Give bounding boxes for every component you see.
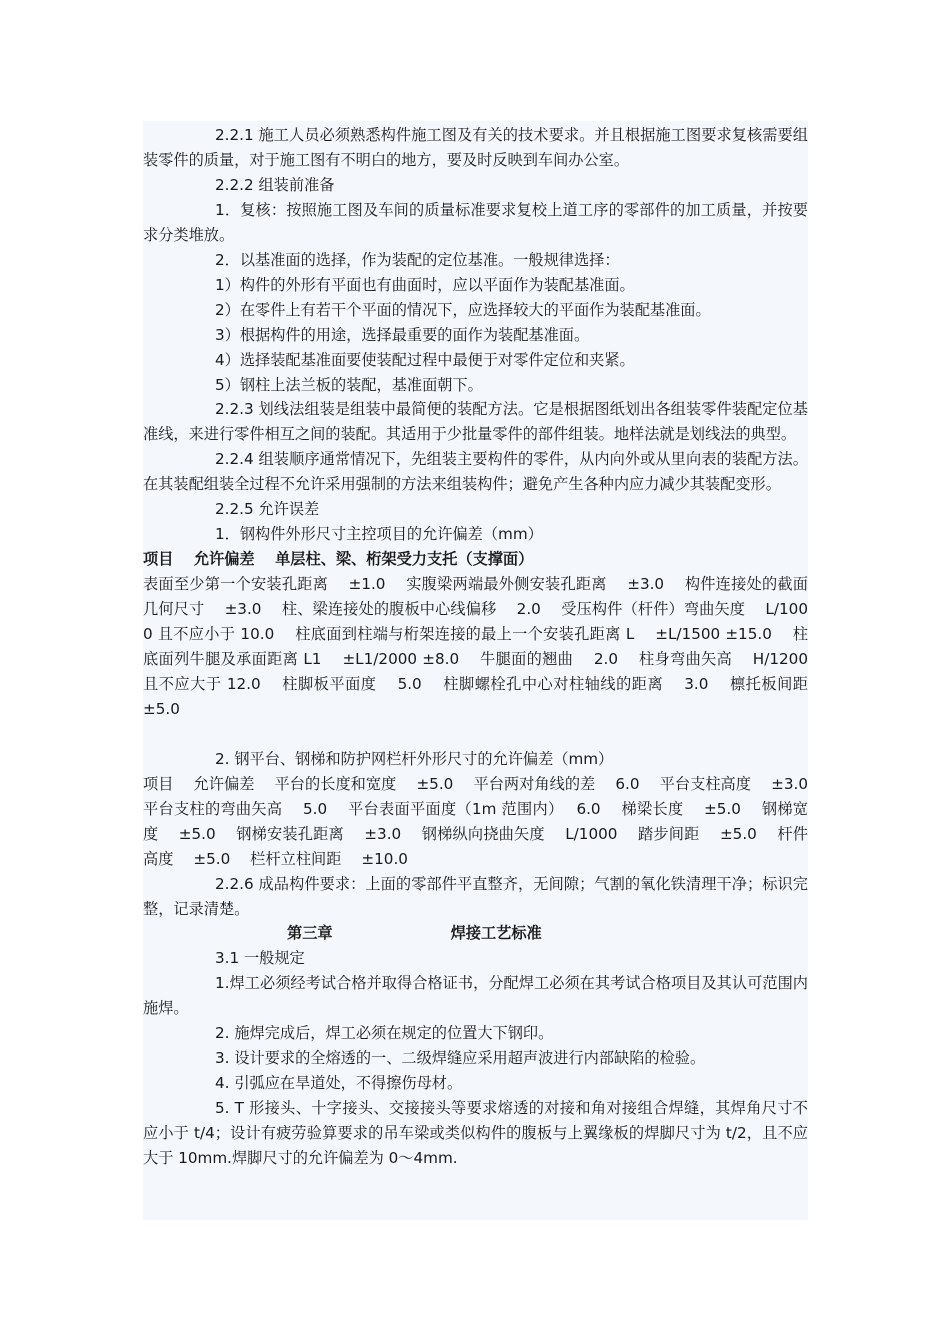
document-body (143, 121, 829, 1220)
tolerance-table-1-title: 1．钢构件外形尺寸主控项目的允许偏差（mm） (215, 525, 543, 544)
section-2-2-4: 2.2.4 组装顺序通常情况下，先组装主要构件的零件，从内向外或从里向表的装配方法。在其装配组装全过程不允许采用强制的方法来组装构件；避免产生各种内应力减少其装配变形。 (143, 450, 808, 494)
section-3-1-item-2: 2. 施焊完成后，焊工必须在规定的位置大下钢印。 (215, 1024, 554, 1043)
section-3-1-heading: 3.1 一般规定 (215, 949, 305, 968)
section-2-2-2-sub-3: 3）根据构件的用途，选择最重要的面作为装配基准面。 (215, 325, 590, 344)
section-2-2-2-sub-1: 1）构件的外形有平面也有曲面时，应以平面作为装配基准面。 (215, 275, 635, 294)
section-3-1-item-4: 4. 引弧应在旱道处，不得擦伤母材。 (215, 1074, 463, 1093)
chapter-3-name: 焊接工艺标准 (450, 924, 542, 943)
tolerance-table-2-body: 项目 允许偏差 平台的长度和宽度 ±5.0 平台两对角线的差 6.0 平台支柱高度 ±3.0 平台支柱的弯曲矢高 5.0 平台表面平面度（1m 范围内） 6.0 梯梁长度 ±5.0 钢梯宽度 ±5.0 钢梯安装孔距离 ±3.0 钢梯纵向挠曲矢度 L/1000 踏步间距 ±5.0 杆件高度 ±5.0 栏杆立柱间距 ±10.0 (143, 774, 829, 868)
section-3-1-item-1: 1.焊工必须经考试合格并取得合格证书，分配焊工必须在其考试合格项目及其认可范围内施焊。 (143, 974, 808, 1018)
chapter-3-label: 第三章 (287, 924, 333, 943)
section-3-1-item-3: 3. 设计要求的全熔透的一、二级焊缝应采用超声波进行内部缺陷的检验。 (215, 1049, 706, 1068)
section-2-2-2-sub-5: 5）钢柱上法兰板的装配，基准面朝下。 (215, 375, 483, 394)
section-2-2-1: 2.2.1 施工人员必须熟悉构件施工图及有关的技术要求。并且根据施工图要求复核需要组装零件的质量，对于施工图有不明白的地方，要及时反映到车间办公室。 (143, 126, 808, 169)
section-2-2-2-sub-4: 4）选择装配基准面要使装配过程中最便于对零件定位和夹紧。 (215, 350, 635, 369)
section-2-2-5-heading: 2.2.5 允许误差 (215, 500, 320, 519)
section-2-2-2-heading: 2.2.2 组装前准备 (215, 175, 335, 194)
section-2-2-2-item-2: 2．以基准面的选择，作为装配的定位基准。一般规律选择： (215, 250, 620, 269)
tolerance-table-1-body: 表面至少第一个安装孔距离 ±1.0 实腹梁两端最外侧安装孔距离 ±3.0 构件连接处的截面几何尺寸 ±3.0 柱、梁连接处的腹板中心线偏移 2.0 受压构件（杆件）弯曲矢度 L/1000 且不应小于 10.0 柱底面到柱端与桁架连接的最上一个安装孔距离 L ±L/1500 ±15.0 柱底面列牛腿及承面距离 L1 ±L1/2000 ±8.0 牛腿面的翘曲 2.0 柱身弯曲矢高 H/1200 且不应大于 12.0 柱脚板平面度 5.0 柱脚螺栓孔中心对柱轴线的距离 3.0 檩托板间距 ±5.0 (143, 575, 829, 718)
section-3-1-item-5: 5. T 形接头、十字接头、交接接头等要求熔透的对接和角对接组合焊缝，其焊角尺寸不应小于 t/4；设计有疲劳验算要求的吊车梁或类似构件的腹板与上翼缘板的焊脚尺寸为 t/2，且不应大于 10mm.焊脚尺寸的允许偏差为 0～4mm. (143, 1099, 808, 1168)
blank-line (143, 722, 808, 747)
section-2-2-2-item-1: 1．复核：按照施工图及车间的质量标准要求复校上道工序的零部件的加工质量，并按要求分类堆放。 (143, 200, 808, 244)
tolerance-table-2-title: 2. 钢平台、钢梯和防护网栏杆外形尺寸的允许偏差（mm） (215, 749, 614, 768)
section-2-2-2-sub-2: 2）在零件上有若干个平面的情况下，应选择较大的平面作为装配基准面。 (215, 300, 711, 319)
tolerance-table-1-header: 项目 允许偏差 单层柱、梁、桁架受力支托（支撑面） (143, 550, 534, 569)
section-2-2-3: 2.2.3 划线法组装是组装中最简便的装配方法。它是根据图纸划出各组装零件装配定位基准线，来进行零件相互之间的装配。其适用于少批量零件的部件组装。地样法就是划线法的典型。 (143, 400, 808, 444)
chapter-3-title (143, 921, 808, 946)
section-2-2-6: 2.2.6 成品构件要求：上面的零部件平直整齐，无间隙；气割的氧化铁清理干净；标识完整，记录清楚。 (143, 874, 808, 918)
